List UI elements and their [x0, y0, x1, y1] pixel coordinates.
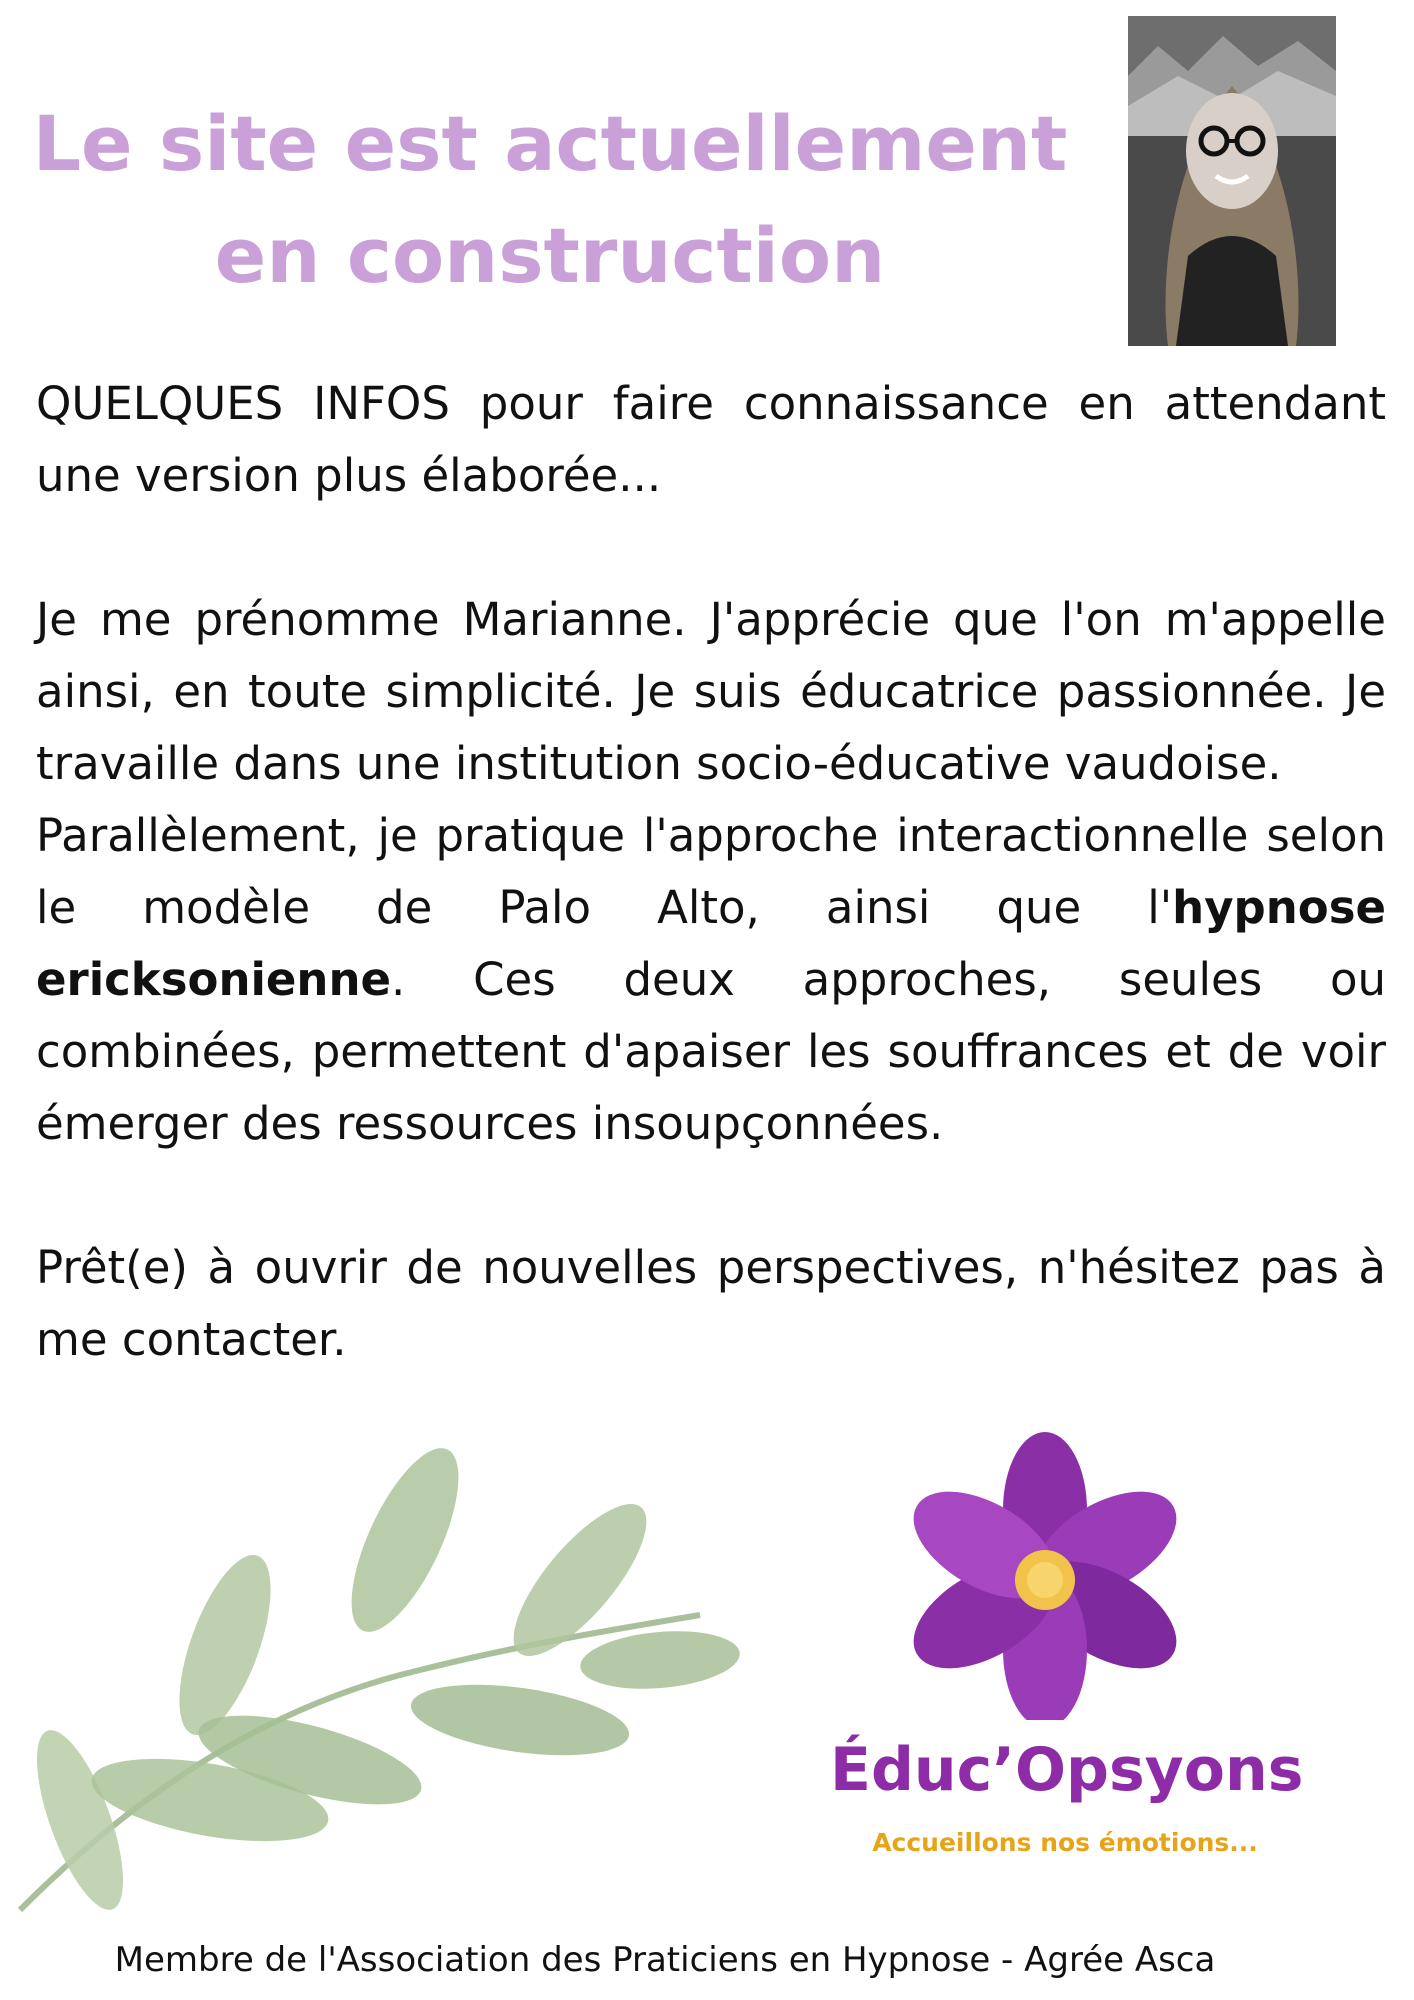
portrait-photo: [1128, 16, 1336, 346]
hypnose-highlight: hypnose ericksonienne: [36, 881, 1386, 1006]
footer-text: Membre de l'Association des Praticiens en Hypnose - Agrée Asca: [114, 1940, 1216, 1980]
contact-paragraph: Prêt(e) à ouvrir de nouvelles perspectives, n'hésitez pas à me contacter.: [36, 1241, 1386, 1366]
main-content: [36, 368, 1386, 1376]
page-title: [20, 88, 1080, 312]
approach-text-end: . Ces deux approches, seules ou combinées, permettent d'apaiser les souffrances et de voir émerger des ressources insoupçonnées.: [36, 953, 1386, 1150]
brand-tagline: Accueillons nos émotions...: [872, 1828, 1258, 1857]
about-paragraph: Je me prénomme Marianne. J'apprécie que l'on m'appelle ainsi, en toute simplicité. Je suis éducatrice passionnée. Je travaille dans une institution socio-éducative vaudoise.: [36, 593, 1386, 790]
green-leaf-branch-icon: [0, 1430, 760, 1934]
approach-paragraph: [36, 800, 1386, 1160]
purple-flower-icon: [890, 1430, 1200, 1724]
brand-name: Éduc’Opsyons: [830, 1735, 1304, 1805]
title-line-1: Le site est actuellement: [32, 99, 1068, 188]
approach-text-start: Parallèlement, je pratique l'approche interactionnelle selon le modèle de Palo Alto, ainsi que l': [36, 809, 1386, 934]
intro-paragraph: QUELQUES INFOS pour faire connaissance en attendant une version plus élaborée...: [36, 377, 1386, 502]
title-line-2: en construction: [214, 211, 886, 300]
